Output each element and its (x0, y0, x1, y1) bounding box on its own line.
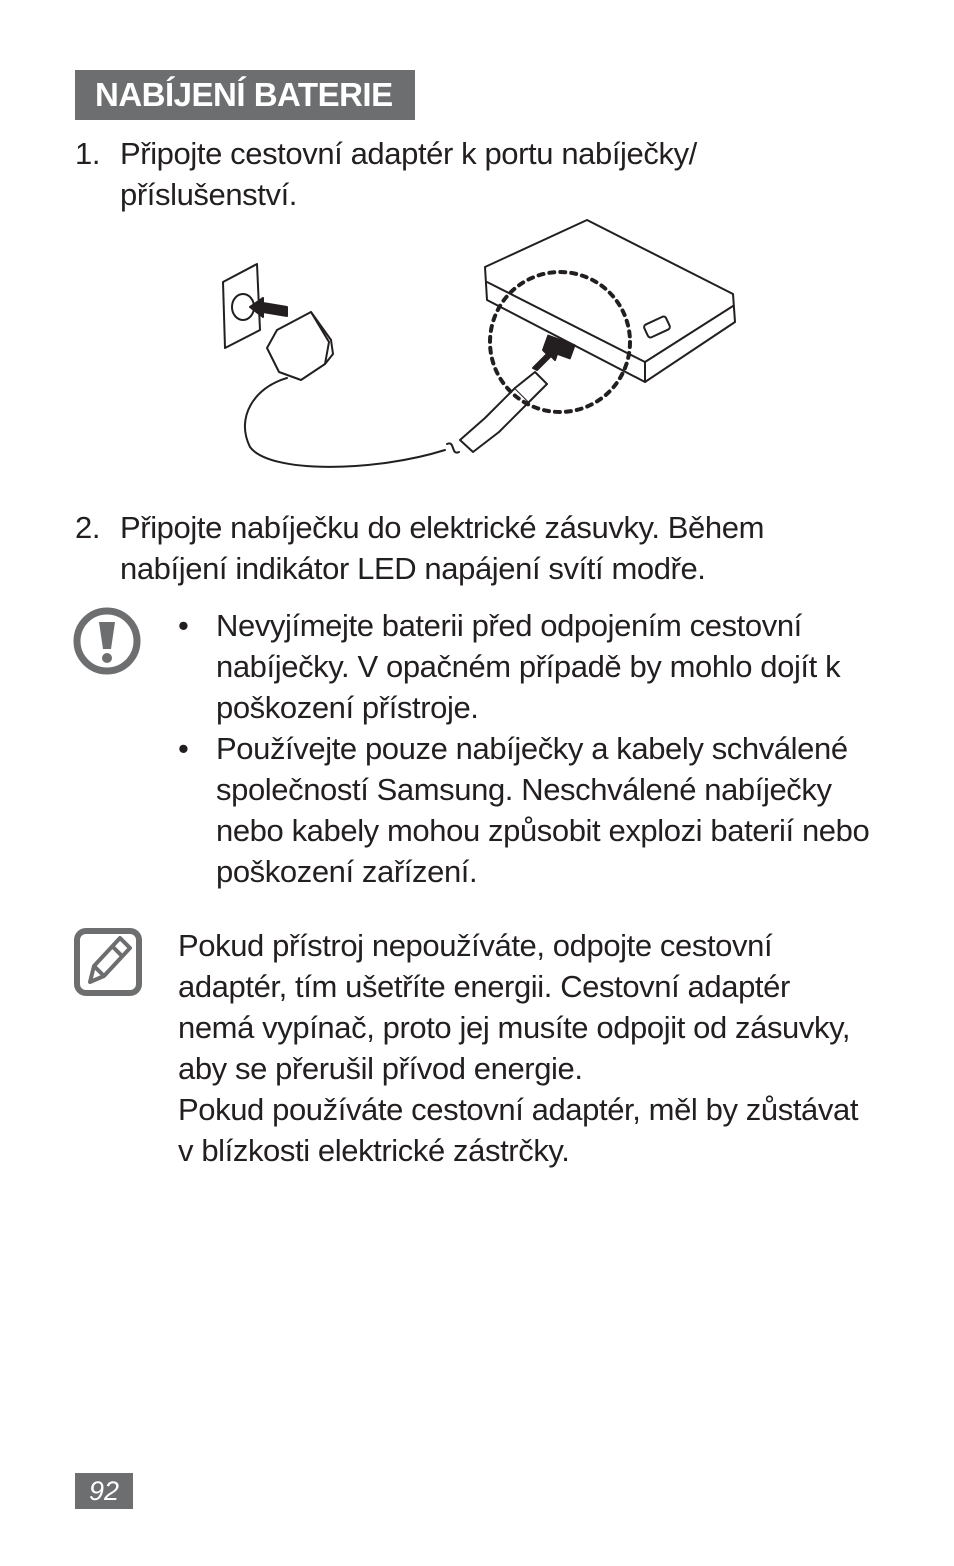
warning-text: Nevyjímejte baterii před odpojením cestovní nabíječky. V opačném případě by mohlo dojít k poškození přístroje. (216, 608, 841, 725)
exclamation-circle-icon (72, 606, 142, 676)
warning-item (178, 605, 878, 728)
bullet: • (178, 731, 189, 766)
warning-list (178, 605, 878, 892)
step-2 (75, 507, 875, 589)
step-text: Připojte nabíječku do elektrické zásuvky. Během nabíjení indikátor LED napájení svítí modře. (120, 510, 765, 586)
step-1 (75, 133, 875, 215)
cable (245, 378, 445, 467)
section-title: NABÍJENÍ BATERIE (75, 70, 415, 120)
bullet: • (178, 608, 189, 643)
adapter-icon (267, 312, 329, 380)
page-number: 92 (75, 1473, 133, 1509)
note-pencil-icon (72, 926, 144, 998)
step-text: Připojte cestovní adaptér k portu nabíječky/ příslušenství. (120, 136, 697, 212)
note-paragraph: Pokud přístroj nepoužíváte, odpojte cestovní adaptér, tím ušetříte energii. Cestovní adaptér nemá vypínač, proto jej musíte odpojit od zásuvky, aby se přerušil přívod energie. (178, 928, 851, 1086)
note-paragraph: Pokud používáte cestovní adaptér, měl by zůstávat v blízkosti elektrické zástrčky. (178, 1092, 859, 1168)
warning-item (178, 728, 878, 892)
charger-connection-illustration (215, 212, 740, 477)
note-text (178, 925, 868, 1171)
warning-text: Používejte pouze nabíječky a kabely schválené společností Samsung. Neschválené nabíječky nebo kabely mohou způsobit explozi baterií nebo poškození zařízení. (216, 731, 870, 889)
step-number: 2. (75, 510, 101, 545)
step-number: 1. (75, 136, 101, 171)
